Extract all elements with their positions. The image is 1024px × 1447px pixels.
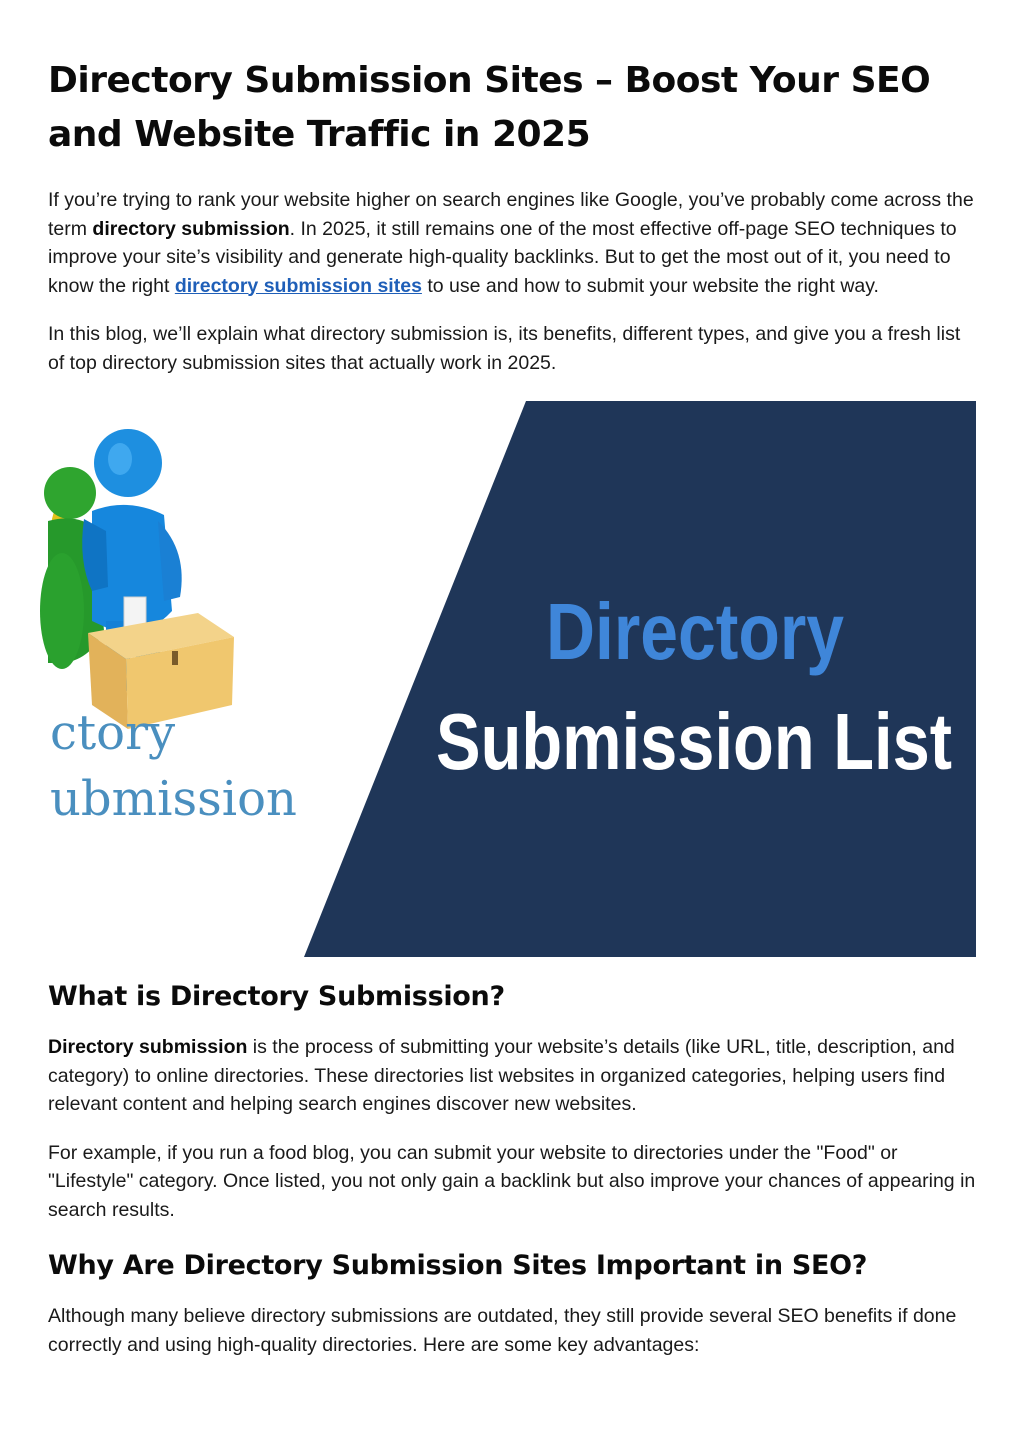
hero-left-word-2: ubmission xyxy=(50,771,297,827)
section1-bold-term: Directory submission xyxy=(48,1036,248,1058)
section2-paragraph-1: Although many believe directory submissions are outdated, they still provide several SEO benefits if done correctly and using high-quality directories. Here are some key advantages: xyxy=(48,1305,957,1356)
page-title: Directory Submission Sites – Boost Your SEO and Website Traffic in 2025 xyxy=(48,60,931,155)
intro-text-2: . In 2025, it still remains one of the most effective off-page SEO techniques to improve your site’s visibility and generate high-quality backlinks. But to get the most out of it, you need to know the right xyxy=(48,217,957,297)
intro-paragraph xyxy=(48,186,978,300)
intro-text-1: If you’re trying to rank your website higher on search engines like Google, you’ve probably come across the term xyxy=(48,189,974,240)
hero-illustration xyxy=(48,401,976,957)
section1-paragraph-1 xyxy=(48,1033,978,1119)
hero-title-line-1: Directory xyxy=(546,587,845,676)
navy-panel xyxy=(304,401,976,957)
intro-paragraph-2: In this blog, we’ll explain what directory submission is, its benefits, different types, and give you a fresh list of top directory submission sites that actually work in 2025. xyxy=(48,323,961,374)
intro-text-3: to use and how to submit your website the right way. xyxy=(421,274,879,297)
intro-bold-term: directory submission xyxy=(92,217,290,240)
hero-title-line-2: Submission List xyxy=(436,697,952,786)
hero-left-word-1: ctory xyxy=(50,705,176,761)
section1-text: is the process of submitting your website’s details (like URL, title, description, and category) to online directories. These directories list websites in organized categories, helping users find relevant content and helping search engines discover new websites. xyxy=(48,1036,955,1115)
section1-paragraph-2: For example, if you run a food blog, you can submit your website to directories under the "Food" or "Lifestyle" category. Once listed, you not only gain a backlink but also improve your chances of appearing in search results. xyxy=(48,1141,976,1221)
section-heading-what-is: What is Directory Submission? xyxy=(48,981,505,1012)
section-heading-why-important: Why Are Directory Submission Sites Important in SEO? xyxy=(48,1250,868,1281)
directory-submission-sites-link[interactable]: directory submission sites xyxy=(174,274,422,297)
hero-image xyxy=(48,401,976,957)
article xyxy=(48,0,978,1359)
